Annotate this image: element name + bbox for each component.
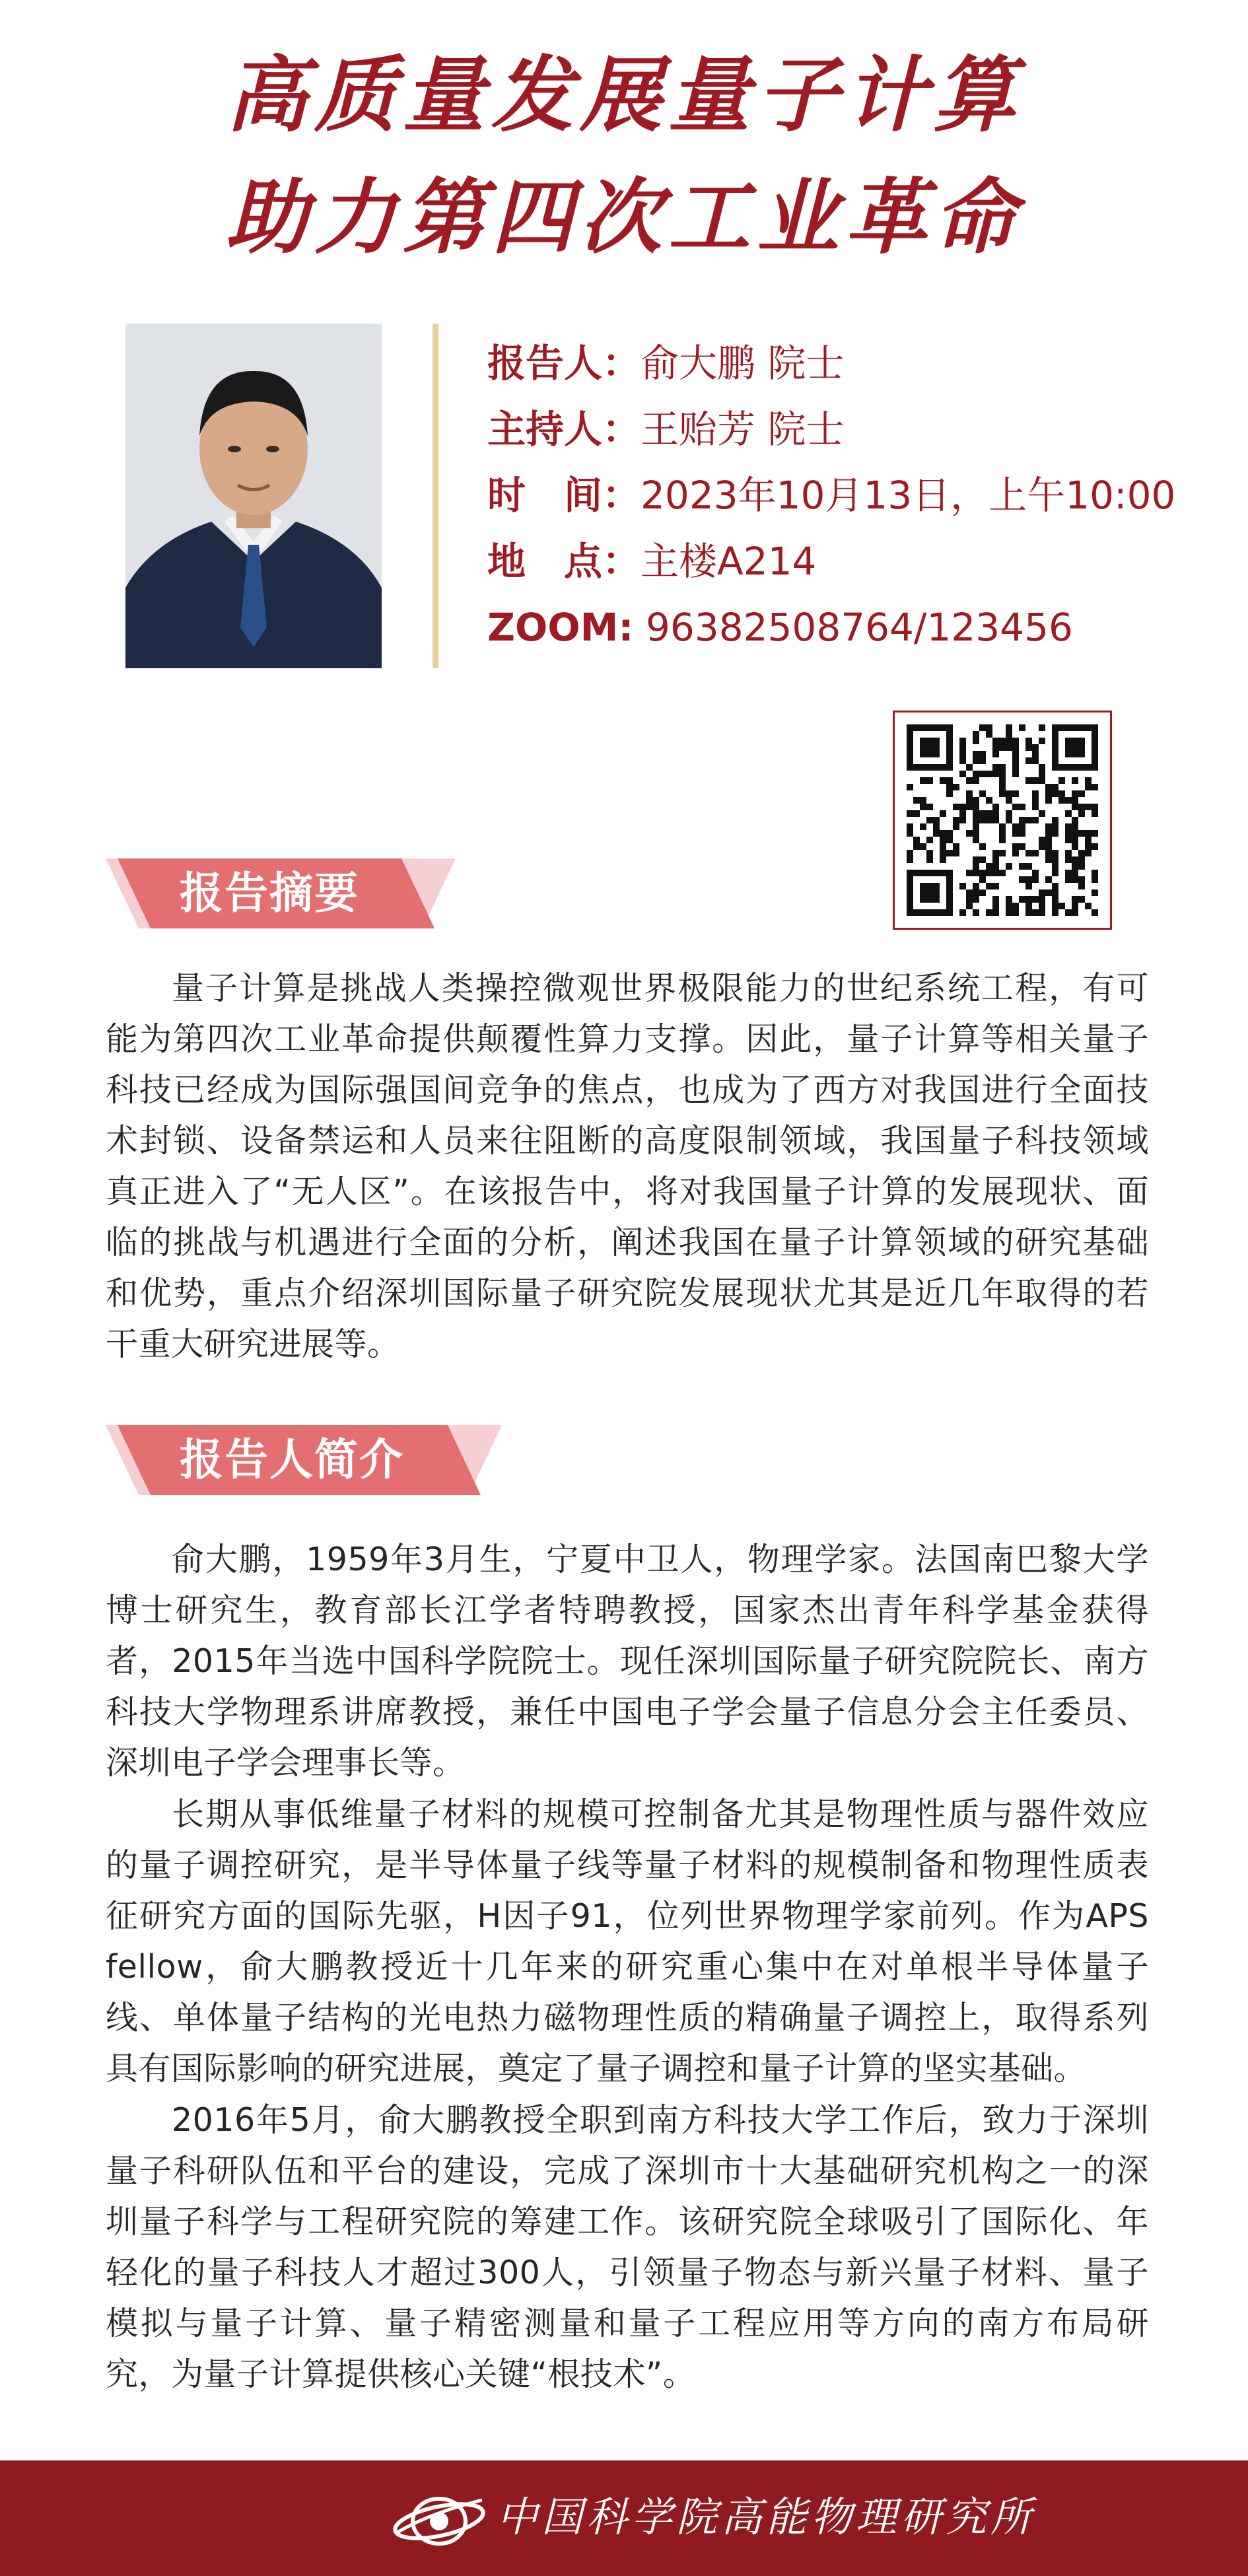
info-divider <box>433 324 438 668</box>
info-zoom <box>487 601 1073 654</box>
abstract-text: 量子计算是挑战人类操控微观世界极限能力的世纪系统工程，有可能为第四次工业革命提供颠覆性算力支撑。因此，量子计算等相关量子科技已经成为国际强国间竞争的焦点，也成为了西方对我国进行全面技术封锁、设备禁运和人员来往阻断的高度限制领域，我国量子科技领域真正进入了“无人区”。在该报告中，将对我国量子计算的发展现状、面临的挑战与机遇进行全面的分析，阐述我国在量子计算领域的研究基础和优势，重点介绍深圳国际量子研究院发展现状尤其是近几年取得的若干重大研究进展等。 <box>106 969 1149 1363</box>
info-place <box>487 535 816 588</box>
time-label: 时 间： <box>487 473 641 518</box>
qr-code[interactable] <box>893 711 1112 930</box>
bio-heading <box>106 1425 502 1495</box>
abstract-heading-text: 报告摘要 <box>180 868 359 919</box>
info-host <box>487 403 844 456</box>
bio-paragraph-2: 长期从事低维量子材料的规模可控制备尤其是物理性质与器件效应的量子调控研究，是半导体量子线等量子材料的规模制备和物理性质表征研究方面的国际先驱，H因子91，位列世界物理学家前列。作为APS fellow，俞大鹏教授近十几年来的研究重心集中在对单根半导体量子线、单体量子结构的光电热力磁物理性质的精确量子调控上，取得系列具有国际影响的研究进展，奠定了量子调控和量子计算的坚实基础。 <box>106 1795 1149 2087</box>
bio-paragraph-1: 俞大鹏，1959年3月生，宁夏中卫人，物理学家。法国南巴黎大学博士研究生，教育部长江学者特聘教授，国家杰出青年科学基金获得者，2015年当选中国科学院院士。现任深圳国际量子研究院院长、南方科技大学物理系讲席教授，兼任中国电子学会量子信息分会主任委员、深圳电子学会理事长等。 <box>106 1541 1149 1782</box>
bio-paragraph-3: 2016年5月，俞大鹏教授全职到南方科技大学工作后，致力于深圳量子科研队伍和平台的建设，完成了深圳市十大基础研究机构之一的深圳量子科学与工程研究院的筹建工作。该研究院全球吸引了国际化、年轻化的量子科技人才超过300人，引领量子物态与新兴量子材料、量子模拟与量子计算、量子精密测量和量子工程应用等方向的南方布局研究，为量子计算提供核心关键“根技术”。 <box>106 2101 1149 2393</box>
place-label: 地 点： <box>487 539 641 584</box>
reporter-label: 报告人： <box>487 341 641 386</box>
qr-code-icon <box>895 713 1110 928</box>
speaker-portrait-icon <box>125 324 382 668</box>
place-value: 主楼A214 <box>641 539 817 584</box>
info-time <box>487 469 1175 522</box>
footer-bar <box>0 2460 1248 2576</box>
page-title-line2: 助力第四次工业革命 <box>225 170 1022 265</box>
reporter-value: 俞大鹏 院士 <box>641 341 845 386</box>
page-title-line1: 高质量发展量子计算 <box>225 48 1022 143</box>
time-value: 2023年10月13日，上午10:00 <box>641 473 1176 518</box>
host-label: 主持人： <box>487 407 641 452</box>
bio-heading-text: 报告人简介 <box>180 1434 404 1485</box>
institution-logo-icon <box>390 2487 489 2549</box>
host-value: 王贻芳 院士 <box>641 407 845 452</box>
institution-name: 中国科学院高能物理研究所 <box>497 2493 1036 2541</box>
abstract-heading <box>106 858 456 928</box>
info-reporter <box>487 337 844 390</box>
speaker-photo <box>125 324 382 668</box>
zoom-label: ZOOM: <box>487 605 634 650</box>
zoom-value: 96382508764/123456 <box>646 605 1073 650</box>
